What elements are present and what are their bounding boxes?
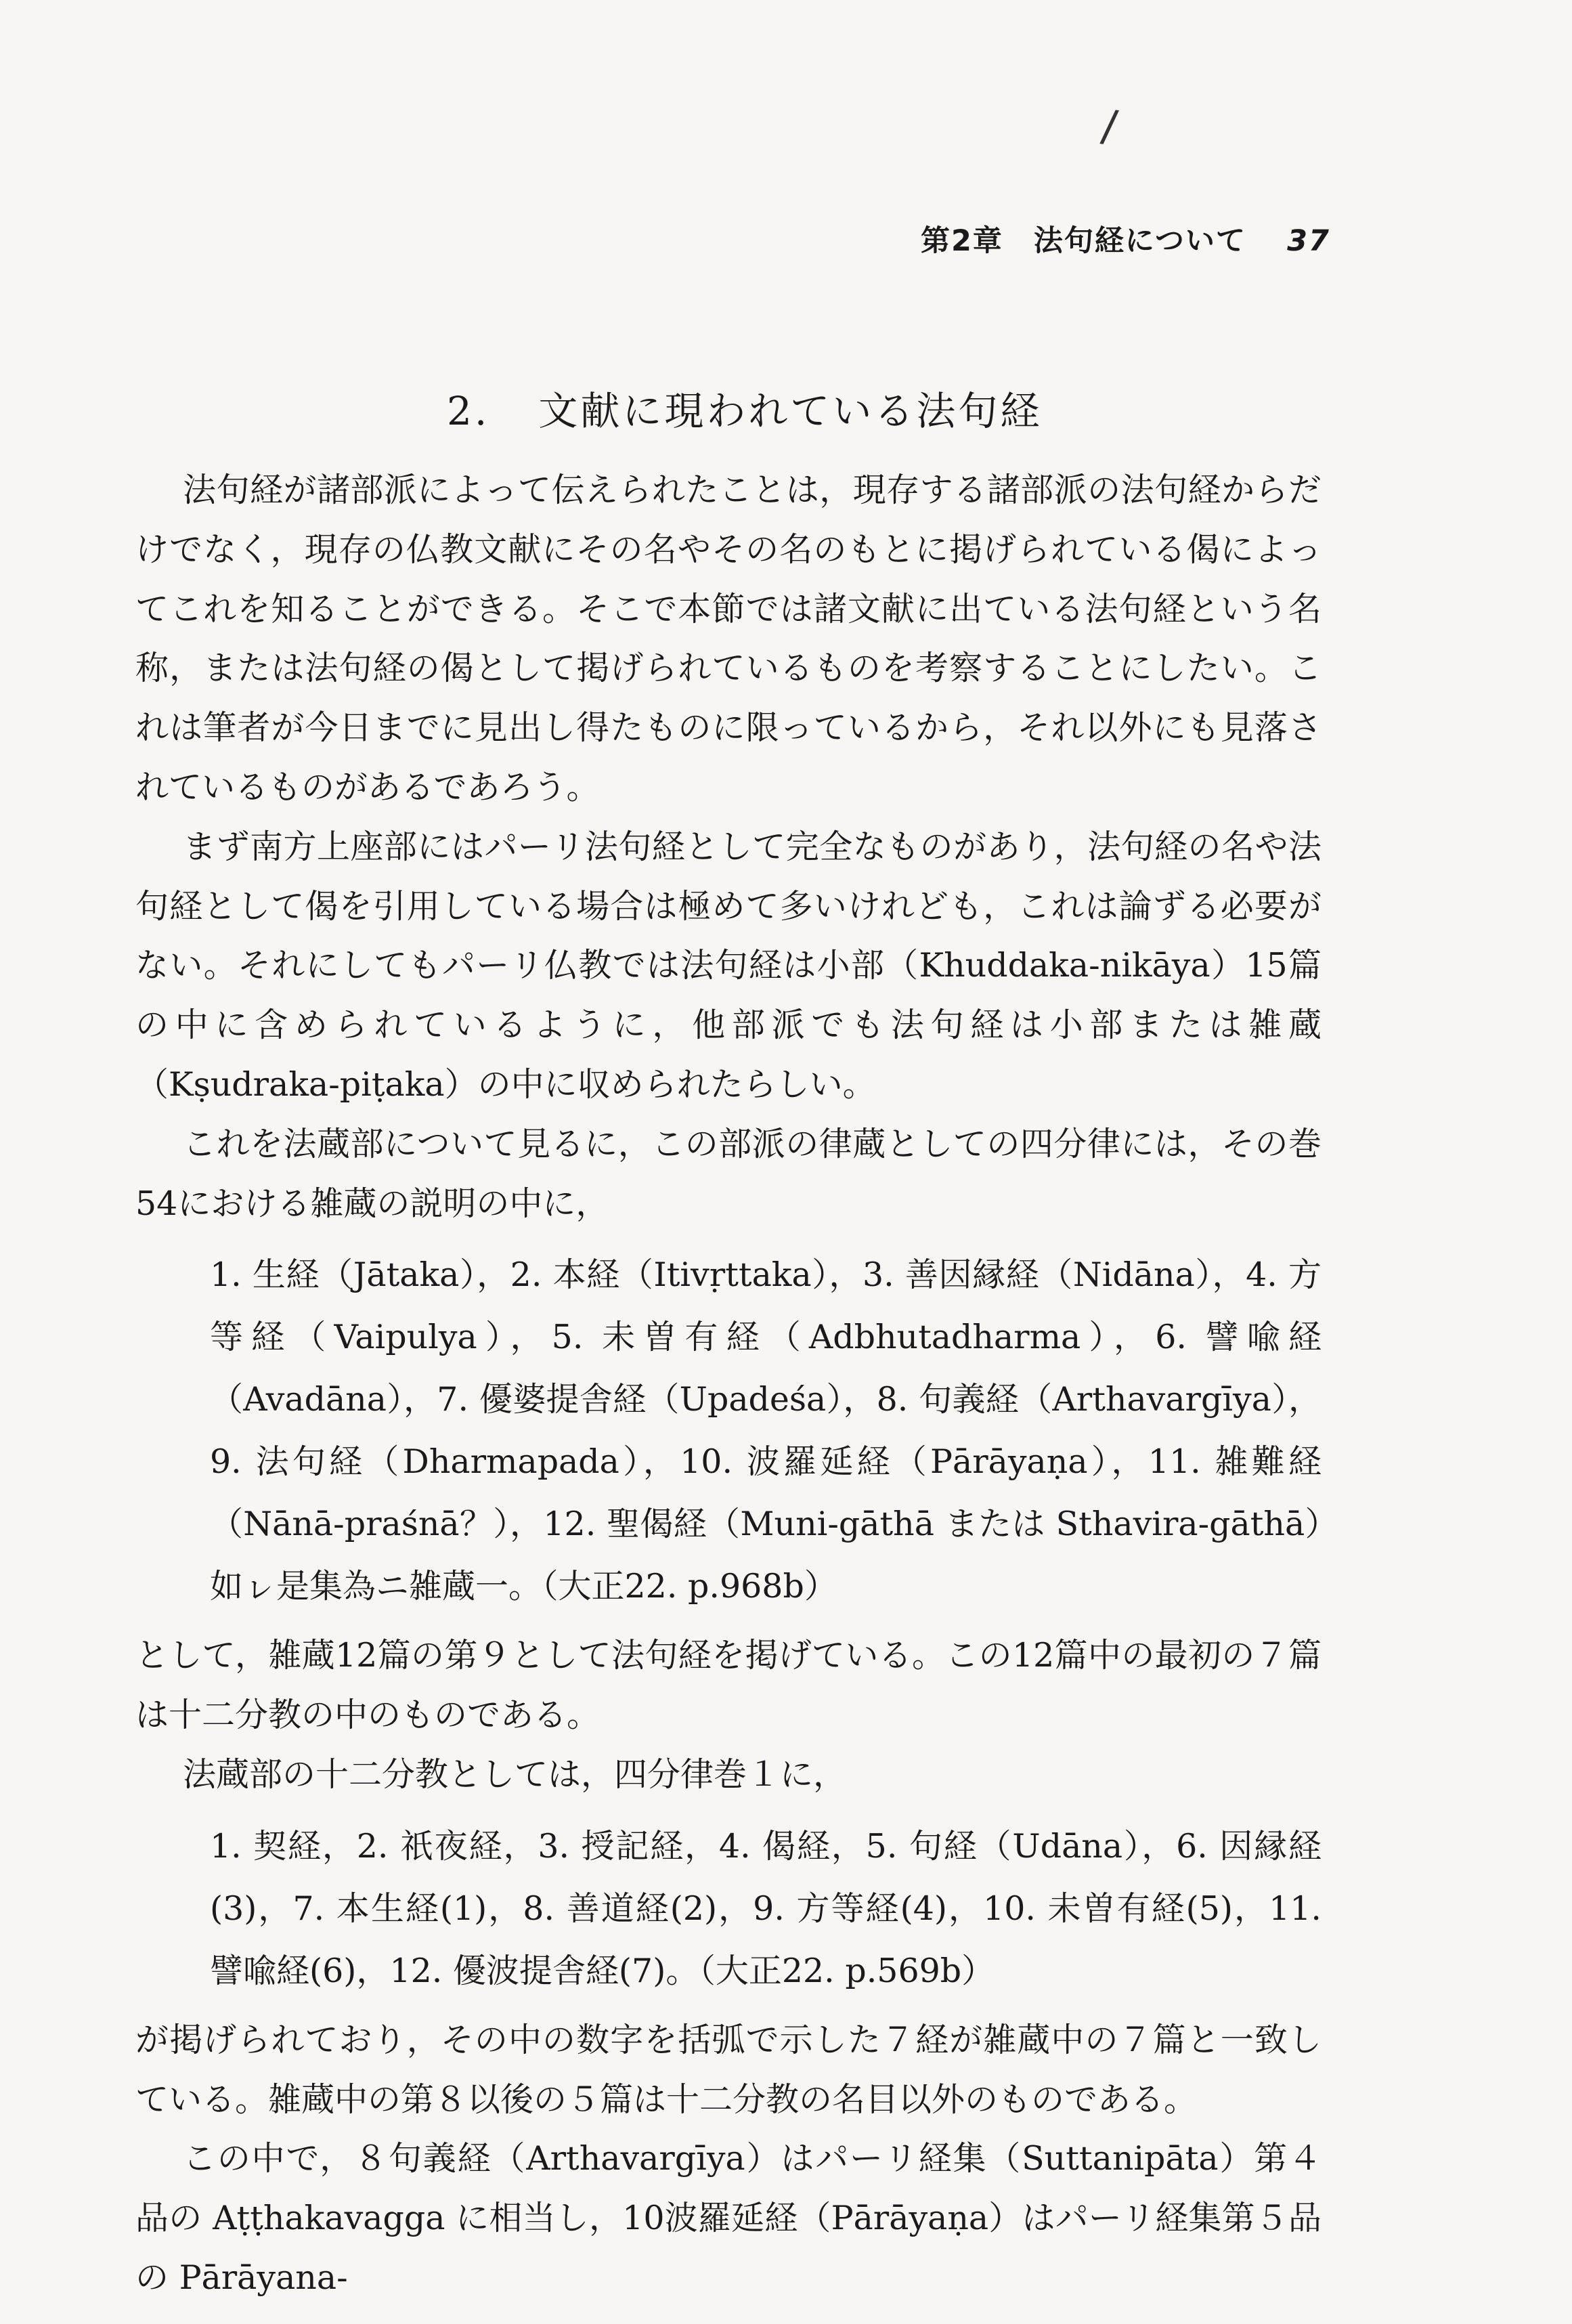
section-number: 2. [447,388,490,434]
paragraph: 法句経が諸部派によって伝えられたことは，現存する諸部派の法句経からだけでなく，現存の仏教文献にその名やその名のもとに掲げられている偈によってこれを知ることができる。そこで本節では諸文献に出ている法句経という名称，または法句経の偈として掲げられているものを考察することにしたい。これは筆者が今日までに見出し得たものに限っているから，それ以外にも見落されているものがあるであろう。 [135,471,1322,806]
paragraph: この中で，８句義経（Arthavargīya）はパーリ経集（Suttanipāta）第４品の Aṭṭhakavagga に相当し，10波羅延経（Pārāyaṇa）はパーリ経集第５品の Pārāyana- [135,2139,1322,2297]
chapter-heading: 第2章 法句経について [921,224,1247,258]
paragraph: まず南方上座部にはパーリ法句経として完全なものがあり，法句経の名や法句経として偈を引用している場合は極めて多いけれども，これは論ずる必要がない。それにしてもパーリ仏教では法句経は小部（Khuddaka-nikāya）15篇の中に含められているように，他部派でも法句経は小部または雑蔵（Kṣudraka-piṭaka）の中に収められたらしい。 [135,827,1322,1104]
paragraph: これを法蔵部について見るに，この部派の律蔵としての四分律には，その巻54における雑蔵の説明の中に， [135,1124,1322,1223]
paragraph-continuation: が掲げられており，その中の数字を括弧で示した７経が雑蔵中の７篇と一致している。雑蔵中の第８以後の５篇は十二分教の名目以外のものである。 [135,2020,1322,2119]
section-title [447,379,1042,436]
paragraph: 法蔵部の十二分教としては，四分律巻１に， [183,1755,847,1794]
paragraph-continuation: として，雑蔵12篇の第９として法句経を掲げている。この12篇中の最初の７篇は十二分教の中のものである。 [135,1636,1322,1735]
section-title-text: 文献に現われている法句経 [538,388,1043,434]
block-quote: 1. 生経（Jātaka），2. 本経（Itivṛttaka），3. 善因縁経（Nidāna），4. 方等経（Vaipulya），5. 未曽有経（Adbhutadharma），6. 譬喩経（Avadāna），7. 優婆提舎経（Upadeśa），8. 句義経（Arthavargīya），9. 法句経（Dharmapada），10. 波羅延経（Pārāyaṇa），11. 雑難経（Nānā-praśnā？），12. 聖偈経（Muni-gāthā または Sthavira-gāthā）如ㇾ是集為ニ雑蔵一。（大正22. p.968b） [210,1255,1322,1606]
block-quote: 1. 契経，2. 祇夜経，3. 授記経，4. 偈経，5. 句経（Udāna），6. 因縁経(3)，7. 本生経(1)，8. 善道経(2)，9. 方等経(4)，10. 未曽有経(5)，11. 譬喩経(6)，12. 優波提舎経(7)。（大正22. p.569b） [210,1826,1322,1990]
body-text [135,460,1322,2308]
page-number: 37 [1287,224,1330,258]
pencil-mark: / [1098,100,1120,153]
running-head [921,218,1330,259]
